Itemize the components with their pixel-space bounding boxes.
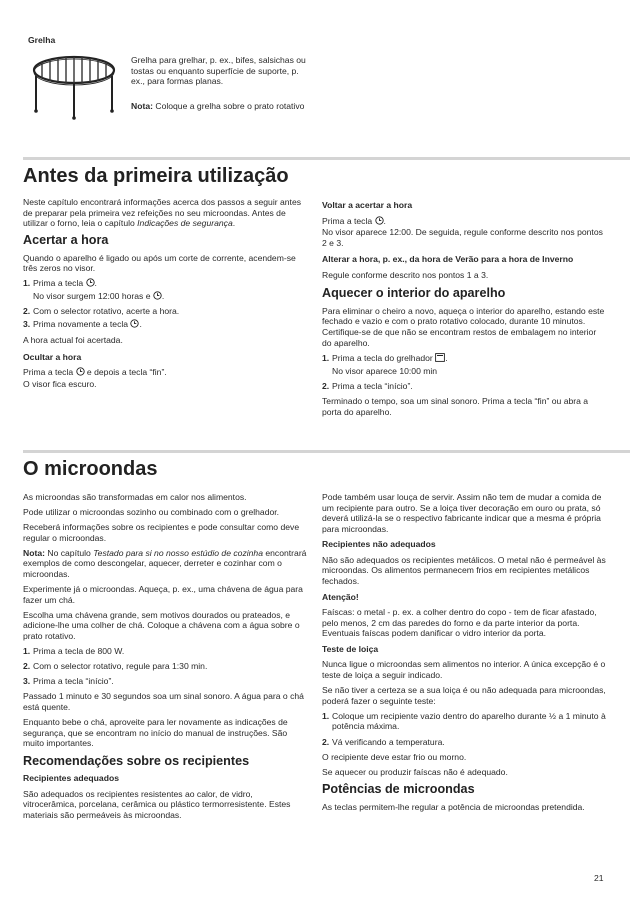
teste-p3: O recipiente deve estar frio ou morno. [322, 751, 467, 762]
teste-p1: Nunca ligue o microondas sem alimentos no interior. A única excepção é o teste de loiça a seguir indicado. [322, 659, 606, 681]
loica-servir-text: Pode também usar louça de servir. Assim não tem de mudar a comida de um recipiente para outro. Se a loiça tiver decoração em ouro ou prata, só deverá utilizá-la se o respectivo fabricante indicar que a mesma é própria para microondas. [322, 492, 602, 534]
grelha-note: Nota: Coloque a grelha sobre o prato rotativo [131, 101, 305, 111]
micro-p6: Escolha uma chávena grande, sem motivos dourados ou prateados, e adicione-lhe uma colher de chá. Coloque a chávena com a água sobre o prato rotativo. [23, 609, 300, 642]
step-3: 3. Prima novamente a tecla . [23, 319, 142, 330]
micro-p3: Receberá informações sobre os recipientes e pode consultar como deve regular o microondas. [23, 522, 300, 543]
teste-p2: Se não tiver a certeza se a sua loiça é ou não adequada para microondas, poderá fazer o seguinte teste: [322, 685, 606, 706]
step-1: 1. Prima a tecla . [23, 278, 97, 289]
step-2: 2. Com o selector rotativo, acerte a hora. [23, 305, 180, 316]
adequados-text: São adequados os recipientes resistentes ao calor, de vidro, vitrocerâmica, porcelana, cerâmica ou plástico termorresistente. Estes materiais são permeáveis às microondas. [23, 788, 291, 821]
micro-p1: As microondas são transformadas em calor nos alimentos. [23, 492, 247, 502]
acertar-steps [23, 278, 308, 330]
acertada-text: A hora actual foi acertada. [23, 335, 123, 346]
section-title-microondas: O microondas [23, 458, 158, 480]
aquecer-step-2: 2. Prima a tecla “início”. [322, 380, 413, 391]
section-divider [23, 450, 630, 453]
recipientes-title: Recomendações sobre os recipientes [23, 753, 250, 768]
micro-step-3: 3. Prima a tecla “início”. [23, 676, 114, 687]
micro-p5: Experimente já o microondas. Aqueça, p. ex., uma chávena de água para fazer um chá. [23, 584, 303, 605]
aquecer-step-1: 1. Prima a tecla do grelhador . [322, 352, 448, 363]
micro-p7: Passado 1 minuto e 30 segundos soa um sinal sonoro. A água para o chá está quente. [23, 691, 304, 712]
micro-p2: Pode utilizar o microondas sozinho ou combinado com o grelhador. [23, 507, 280, 518]
step-1-sub: No visor surgem 12:00 horas e . [33, 291, 165, 302]
micro-p8: Enquanto bebe o chá, aproveite para ler novamente as indicações de segurança, que se encontram no início do manual de instruções. São muito importantes. [23, 717, 288, 749]
antes-right-column [322, 200, 607, 422]
ocultar-text: Prima a tecla e depois a tecla “fin”. O visor fica escuro. [23, 367, 167, 390]
clock-icon [375, 216, 384, 228]
acertar-text: Quando o aparelho é ligado ou após um corte de corrente, acendem-se três zeros no visor. [23, 252, 296, 274]
page-number: 21 [594, 873, 604, 883]
clock-icon [76, 367, 85, 379]
aquecer-end: Terminado o tempo, soa um sinal sonoro. Prima a tecla “fin” ou abra a porta do aparelho. [322, 396, 589, 417]
aquecer-step-1-sub: No visor aparece 10:00 min [332, 365, 438, 376]
micro-right-column [322, 492, 607, 817]
antes-intro: Neste capítulo encontrará informações acerca dos passos a seguir antes de preparar pela primeira vez refeições no seu microondas. Antes de utilizar o forno, leia o capítulo Indicações de segurança. [23, 197, 302, 229]
verao-title: Alterar a hora, p. ex., da hora de Verão para a hora de Inverno [322, 254, 574, 265]
micro-nota: Nota: No capítulo Testado para si no nosso estúdio de cozinha encontrará exemplos de como descongelar, aquecer, derreter e cozinhar com o microondas. [23, 547, 307, 580]
clock-icon [86, 278, 95, 290]
acertar-title: Acertar a hora [23, 233, 109, 248]
antes-left-column [23, 197, 308, 394]
section-title-antes: Antes da primeira utilização [23, 165, 289, 187]
teste-step-2: 2. Vá verificando a temperatura. [322, 736, 445, 747]
voltar-text: Prima a tecla . No visor aparece 12:00. De seguida, regule conforme descrito nos pontos 2 e 3. [322, 215, 603, 248]
ocultar-title: Ocultar a hora [23, 351, 82, 362]
micro-step-1: 1. Prima a tecla de 800 W. [23, 646, 125, 657]
adequados-title: Recipientes adequados [23, 773, 119, 784]
aquecer-text: Para eliminar o cheiro a novo, aqueça o interior do aparelho, estando este fechado e vazio e com o prato rotativo colocado, durante 10 minutos. Certifique-se de que não se encontram restos de embalagem no interior do aparelho. [322, 305, 605, 348]
teste-title: Teste de loiça [322, 643, 379, 654]
clock-icon [153, 291, 162, 303]
potencias-title: Potências de microondas [322, 782, 475, 797]
grelha-title: Grelha [28, 35, 56, 45]
verao-text: Regule conforme descrito nos pontos 1 a 3. [322, 269, 489, 280]
micro-step-2: 2. Com o selector rotativo, regule para 1:30 min. [23, 661, 208, 672]
teste-step-1: 1. Coloque um recipiente vazio dentro do aparelho durante ½ a 1 minuto à potência máxima. [322, 710, 606, 732]
nao-adequados-text: Não são adequados os recipientes metálicos. O metal não é permeável às microondas. Os alimentos permanecem frios em recipientes metálicos fechados. [322, 554, 606, 587]
section-divider [23, 157, 630, 160]
atencao-title: Atenção! [322, 591, 359, 602]
voltar-title: Voltar a acertar a hora [322, 200, 413, 210]
aquecer-title: Aquecer o interior do aparelho [322, 286, 506, 301]
grill-icon [435, 353, 445, 365]
grill-rack-illustration [30, 52, 118, 120]
potencias-text: As teclas permitem-lhe regular a potência de microondas pretendida. [322, 801, 585, 812]
atencao-text: Faíscas: o metal - p. ex. a colher dentro do copo - tem de ficar afastado, pelo menos, 2 cm das paredes do forno e da parte interior da porta. Eventuais faíscas podem danificar o vidro interior da porta. [322, 607, 597, 639]
micro-left-column [23, 492, 308, 825]
teste-p4: Se aquecer ou produzir faíscas não é adequado. [322, 766, 508, 777]
nao-adequados-title: Recipientes não adequados [322, 539, 436, 550]
grelha-description: Grelha para grelhar, p. ex., bifes, salsichas ou tostas ou enquanto superfície de suporte, p. ex., para formas planas. [131, 55, 306, 87]
